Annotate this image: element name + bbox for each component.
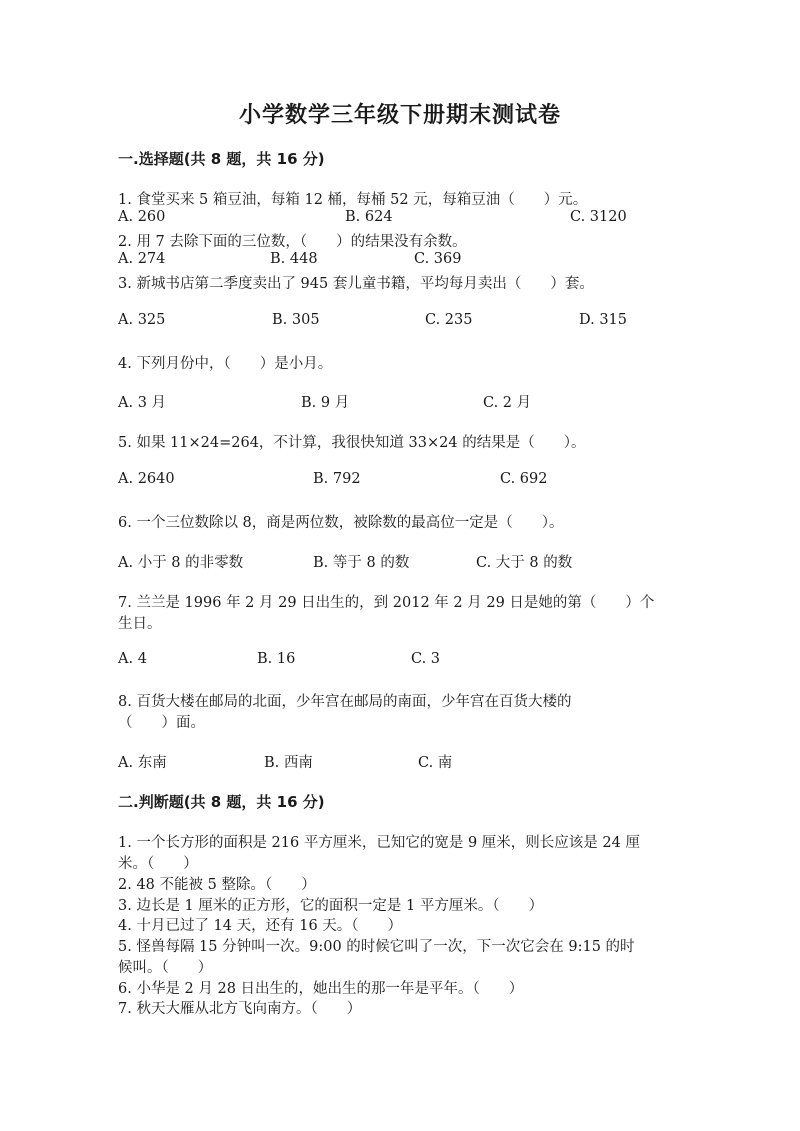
question-1-option-b: B. 624 bbox=[345, 209, 393, 225]
question-4-text: 4. 下列月份中，（ ）是小月。 bbox=[118, 356, 333, 372]
question-2-option-a: A. 274 bbox=[118, 251, 166, 267]
question-7-option-c: C. 3 bbox=[411, 651, 441, 667]
section-heading-choice: 一.选择题(共 8 题，共 16 分) bbox=[118, 150, 325, 168]
question-3-option-b: B. 305 bbox=[272, 312, 320, 328]
question-5-text: 5. 如果 11×24=264，不计算，我很快知道 33×24 的结果是（ ）。 bbox=[118, 435, 586, 451]
question-3-option-a: A. 325 bbox=[118, 312, 166, 328]
question-3-text: 3. 新城书店第二季度卖出了 945 套儿童书籍，平均每月卖出（ ）套。 bbox=[118, 276, 594, 292]
judgment-line: 6. 小华是 2 月 28 日出生的，她出生的那一年是平年。（ ） bbox=[118, 981, 524, 997]
judgment-line: 米。（ ） bbox=[118, 856, 198, 872]
judgment-line: 1. 一个长方形的面积是 216 平方厘米，已知它的宽是 9 厘米，则长应该是 24 厘 bbox=[118, 835, 640, 851]
question-1-option-c: C. 3120 bbox=[570, 209, 627, 225]
question-1-option-a: A. 260 bbox=[118, 209, 166, 225]
question-8-text-line-2: （ ）面。 bbox=[118, 715, 205, 731]
page-title: 小学数学三年级下册期末测试卷 bbox=[238, 103, 561, 128]
question-2-option-b: B. 448 bbox=[270, 251, 318, 267]
question-8-text-line-1: 8. 百货大楼在邮局的北面，少年宫在邮局的南面，少年宫在百货大楼的 bbox=[118, 694, 572, 710]
question-1-text: 1. 食堂买来 5 箱豆油，每箱 12 桶，每桶 52 元，每箱豆油（ ）元。 bbox=[118, 192, 588, 208]
judgment-line: 7. 秋天大雁从北方飞向南方。（ ） bbox=[118, 1001, 362, 1017]
judgment-line: 2. 48 不能被 5 整除。（ ） bbox=[118, 877, 316, 893]
question-5-option-a: A. 2640 bbox=[118, 471, 175, 487]
question-8-option-a: A. 东南 bbox=[118, 755, 167, 771]
question-8-option-b: B. 西南 bbox=[264, 755, 313, 771]
judgment-line: 5. 怪兽每隔 15 分钟叫一次。9:00 的时候它叫了一次，下一次它会在 9:15 的时 bbox=[118, 939, 635, 955]
question-2-option-c: C. 369 bbox=[414, 251, 462, 267]
question-2-text: 2. 用 7 去除下面的三位数，（ ）的结果没有余数。 bbox=[118, 234, 467, 250]
question-6-option-c: C. 大于 8 的数 bbox=[476, 555, 573, 571]
question-4-option-b: B. 9 月 bbox=[301, 395, 350, 411]
question-3-option-c: C. 235 bbox=[425, 312, 473, 328]
question-7-option-a: A. 4 bbox=[118, 651, 147, 667]
question-7-option-b: B. 16 bbox=[257, 651, 296, 667]
judgment-line: 候叫。（ ） bbox=[118, 960, 213, 976]
judgment-line: 4. 十月已过了 14 天，还有 16 天。（ ） bbox=[118, 918, 403, 934]
question-5-option-c: C. 692 bbox=[500, 471, 548, 487]
question-6-text: 6. 一个三位数除以 8，商是两位数，被除数的最高位一定是（ ）。 bbox=[118, 515, 564, 531]
question-5-option-b: B. 792 bbox=[313, 471, 361, 487]
question-4-option-c: C. 2 月 bbox=[483, 395, 532, 411]
judgment-line: 3. 边长是 1 厘米的正方形，它的面积一定是 1 平方厘米。（ ） bbox=[118, 898, 544, 914]
question-8-option-c: C. 南 bbox=[418, 755, 453, 771]
section-heading-judgment: 二.判断题(共 8 题，共 16 分) bbox=[118, 793, 325, 811]
question-7-text-line-2: 生日。 bbox=[118, 616, 162, 632]
question-7-text-line-1: 7. 兰兰是 1996 年 2 月 29 日出生的，到 2012 年 2 月 29 日是她的第（ ）个 bbox=[118, 595, 655, 611]
question-3-option-d: D. 315 bbox=[579, 312, 628, 328]
question-6-option-b: B. 等于 8 的数 bbox=[313, 555, 410, 571]
question-4-option-a: A. 3 月 bbox=[118, 395, 167, 411]
question-6-option-a: A. 小于 8 的非零数 bbox=[118, 555, 244, 571]
